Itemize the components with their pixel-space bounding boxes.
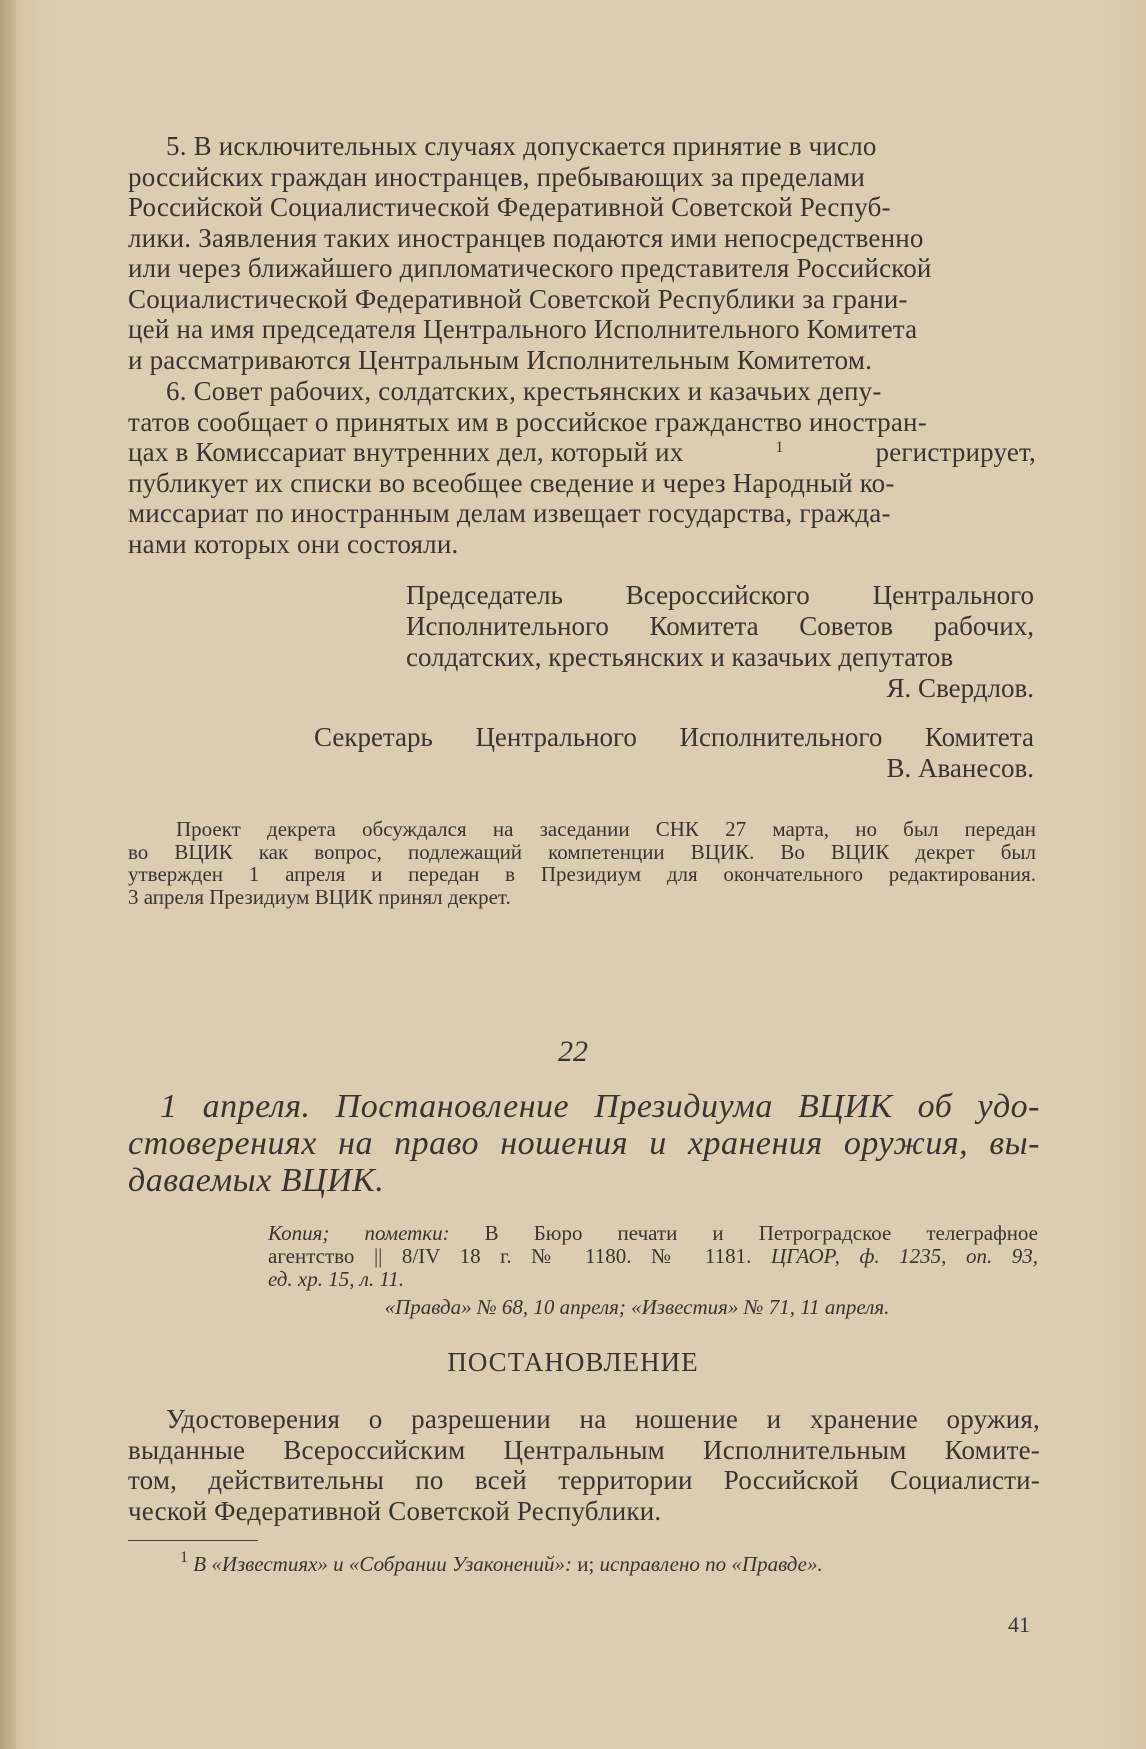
- para5-line: и рассматриваются Центральным Исполнительным Комитетом.: [128, 344, 873, 375]
- footnote-number: 1: [180, 1549, 188, 1566]
- source-text: агентство || 8/IV 18 г. № 1180. № 1181.: [268, 1244, 752, 1268]
- para6-line: нами которых они состояли.: [128, 528, 459, 559]
- heading-line: 1 апреля. Постановление Президиума ВЦИК об удо-: [160, 1088, 1040, 1125]
- note-line: 3 апреля Президиум ВЦИК принял декрет.: [128, 884, 511, 909]
- resolution-text: [128, 1404, 1040, 1526]
- resolution-line: Удостоверения о разрешении на ношение и хранение оружия,: [166, 1404, 1040, 1434]
- para5-line: Российской Социалистической Федеративной Советской Респуб-: [128, 192, 891, 222]
- para6-line-start: цах в Комиссариат внутренних дел, который их: [128, 437, 684, 467]
- heading-line: стоверениях на право ношения и хранения оружия, вы-: [128, 1125, 1040, 1162]
- resolution-line: выданные Всероссийским Центральным Исполнительным Комите-: [128, 1434, 1040, 1465]
- para5-line: или через ближайшего дипломатического представителя Российской: [128, 253, 932, 283]
- chairman-name: Я. Свердлов.: [886, 673, 1034, 703]
- editorial-note: [128, 818, 1036, 908]
- para6-line: татов сообщает о принятых им в российское гражданство иностран-: [128, 406, 927, 437]
- para6-line: 6. Совет рабочих, солдатских, крестьянских и казачьих депу-: [166, 376, 882, 406]
- para6-line: миссариат по иностранным делам извещает государства, гражда-: [128, 498, 891, 528]
- footnote-text: исправлено по «Правде».: [599, 1552, 823, 1576]
- heading-line: даваемых ВЦИК.: [128, 1162, 385, 1199]
- chairman-line: Председатель Всероссийского Центрального: [406, 580, 1034, 610]
- source-label: Копия; пометки:: [268, 1221, 450, 1245]
- publications: «Правда» № 68, 10 апреля; «Известия» № 71, 11 апреля.: [384, 1295, 890, 1319]
- para5-line: лики. Заявления таких иностранцев подаются ими непосредственно: [128, 222, 924, 253]
- footnote-marker: 1: [775, 439, 784, 456]
- resolution-title: ПОСТАНОВЛЕНИЕ: [447, 1347, 699, 1377]
- para5-line: российских граждан иностранцев, пребывающих за пределами: [128, 161, 866, 192]
- footnote: [180, 1549, 823, 1577]
- note-line: во ВЦИК как вопрос, подлежащий компетенции ВЦИК. Во ВЦИК декрет был: [128, 839, 1036, 864]
- secretary-name: В. Аванесов.: [886, 753, 1034, 783]
- para6-line-end: регистрирует,: [875, 437, 1036, 467]
- source-line-1: [268, 1222, 1038, 1245]
- archive-ref: ед. хр. 15, л. 11.: [268, 1267, 405, 1291]
- page-edge: [0, 0, 16, 1749]
- secretary-signature: [314, 722, 1034, 784]
- note-line: Проект декрета обсуждался на заседании СНК 27 марта, но был передан: [176, 817, 1036, 841]
- footnote-text: В «Известиях» и «Собрании Узаконений»:: [193, 1552, 572, 1576]
- source-line-2: [268, 1245, 1038, 1268]
- source-text: В Бюро печати и Петроградское телеграфное: [484, 1221, 1039, 1245]
- chairman-signature: [406, 580, 1034, 704]
- paragraph-5: [128, 131, 1036, 375]
- paragraph-6: [128, 376, 1036, 559]
- document-number: 22: [558, 1035, 588, 1068]
- footnote-rule: [128, 1540, 258, 1541]
- page-number: 41: [1008, 1612, 1030, 1637]
- secretary-line: Секретарь Центрального Исполнительного Комитета: [314, 722, 1034, 752]
- para5-line: 5. В исключительных случаях допускается принятие в число: [166, 131, 877, 161]
- note-line: утвержден 1 апреля и передан в Президиум для окончательного редактирования.: [128, 862, 1036, 886]
- source-citation: [268, 1222, 1038, 1291]
- para6-line: [128, 437, 1036, 468]
- para5-line: цей на имя председателя Центрального Исполнительного Комитета: [128, 314, 918, 344]
- footnote-text: и;: [577, 1552, 595, 1576]
- chairman-line: Исполнительного Комитета Советов рабочих,: [406, 611, 1034, 641]
- para6-line: публикует их списки во всеобщее сведение и через Народный ко-: [128, 467, 895, 498]
- para5-line: Социалистической Федеративной Советской Республики за грани-: [128, 283, 908, 314]
- footnote-ref: [775, 437, 783, 468]
- resolution-line: ческой Федеративной Советской Республики.: [128, 1495, 662, 1526]
- document-heading: [128, 1088, 1040, 1199]
- resolution-line: том, действительны по всей территории Российской Социалисти-: [128, 1465, 1040, 1495]
- archive-ref: ЦГАОР, ф. 1235, оп. 93,: [770, 1244, 1038, 1268]
- chairman-line: солдатских, крестьянских и казачьих депутатов: [406, 642, 954, 672]
